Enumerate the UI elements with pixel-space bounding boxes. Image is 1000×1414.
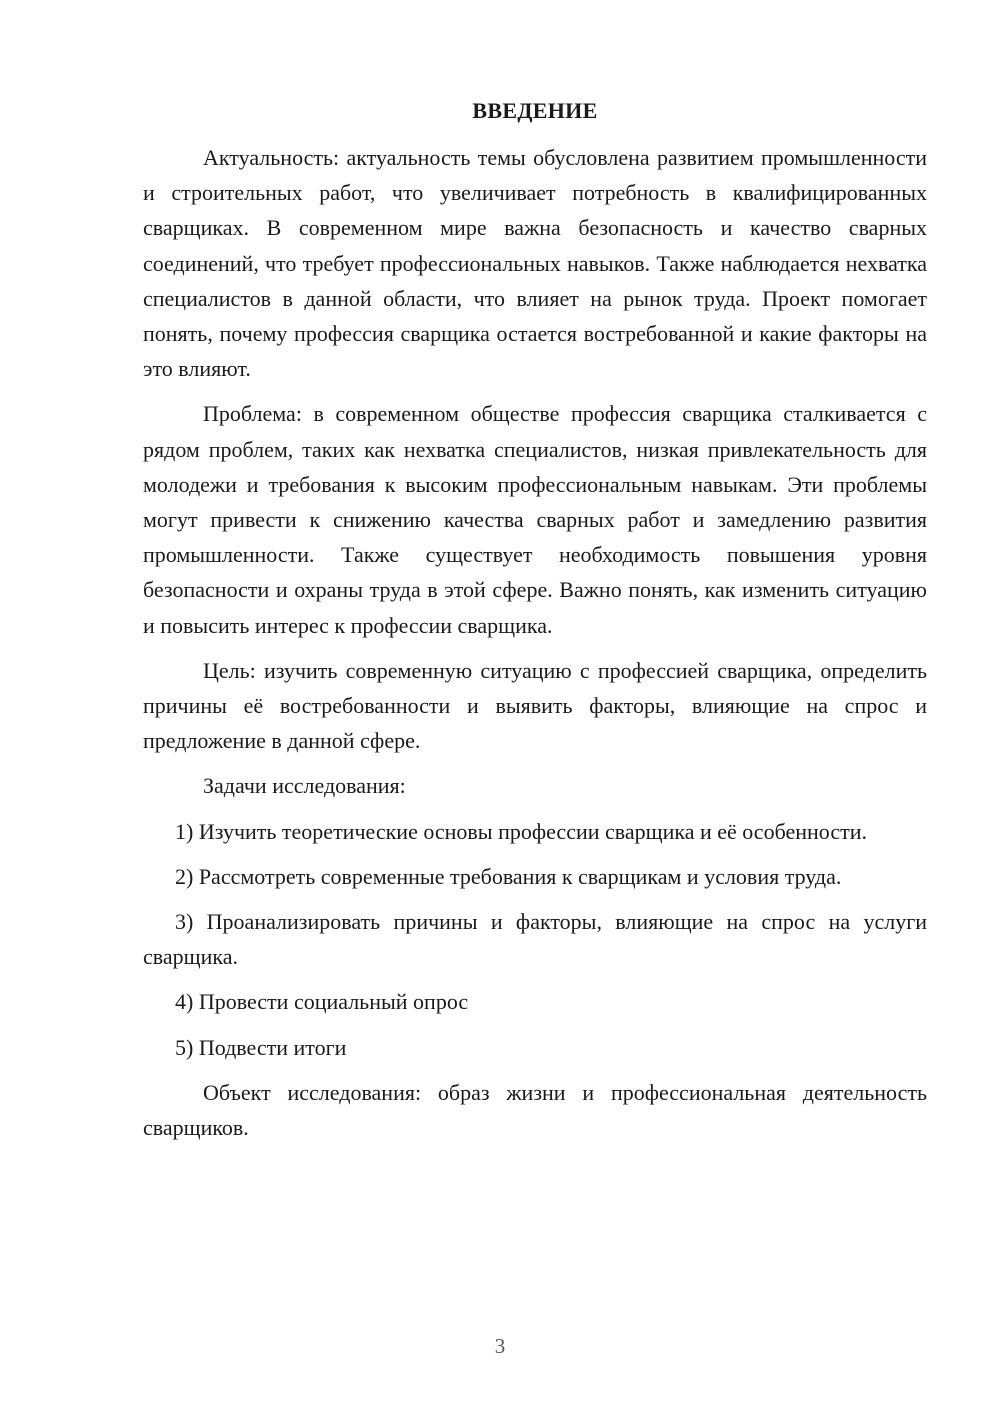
goal-paragraph: Цель: изучить современную ситуацию с профессией сварщика, определить причины её востребованности и выявить факторы, влияющие на спрос и предложение в данной сфере. bbox=[143, 657, 927, 754]
object-paragraph: Объект исследования: образ жизни и профессиональная деятельность сварщиков. bbox=[143, 1079, 927, 1141]
relevance-paragraph: Актуальность: актуальность темы обусловлена развитием промышленности и строительных работ, что увеличивает потребность в квалифицированных сварщиках. В современном мире важна безопасность и качество сварных соединений, что требует профессиональных навыков. Также наблюдается нехватка специалистов в данной области, что влияет на рынок труда. Проект помогает понять, почему профессия сварщика остается востребованной и какие факторы на это влияют. bbox=[143, 145, 927, 382]
task-item-1: 1) Изучить теоретические основы профессии сварщика и её особенности. bbox=[175, 818, 867, 844]
section-title: ВВЕДЕНИЕ bbox=[472, 98, 598, 123]
task-item-4: 4) Провести социальный опрос bbox=[175, 989, 469, 1015]
task-item-3: 3) Проанализировать причины и факторы, влияющие на спрос на услуги сварщика. bbox=[143, 909, 927, 970]
tasks-heading: Задачи исследования: bbox=[203, 773, 406, 799]
page-number: 3 bbox=[494, 1334, 506, 1358]
problem-paragraph: Проблема: в современном обществе профессия сварщика сталкивается с рядом проблем, таких как нехватка специалистов, низкая привлекательность для молодежи и требования к высоким профессиональным навыкам. Эти проблемы могут привести к снижению качества сварных работ и замедлению развития промышленности. Также существует необходимость повышения уровня безопасности и охраны труда в этой сфере. Важно понять, как изменить ситуацию и повысить интерес к профессии сварщика. bbox=[143, 401, 927, 638]
task-item-2: 2) Рассмотреть современные требования к сварщикам и условия труда. bbox=[175, 863, 842, 889]
task-item-5: 5) Подвести итоги bbox=[175, 1034, 347, 1060]
page-content bbox=[143, 96, 927, 1145]
